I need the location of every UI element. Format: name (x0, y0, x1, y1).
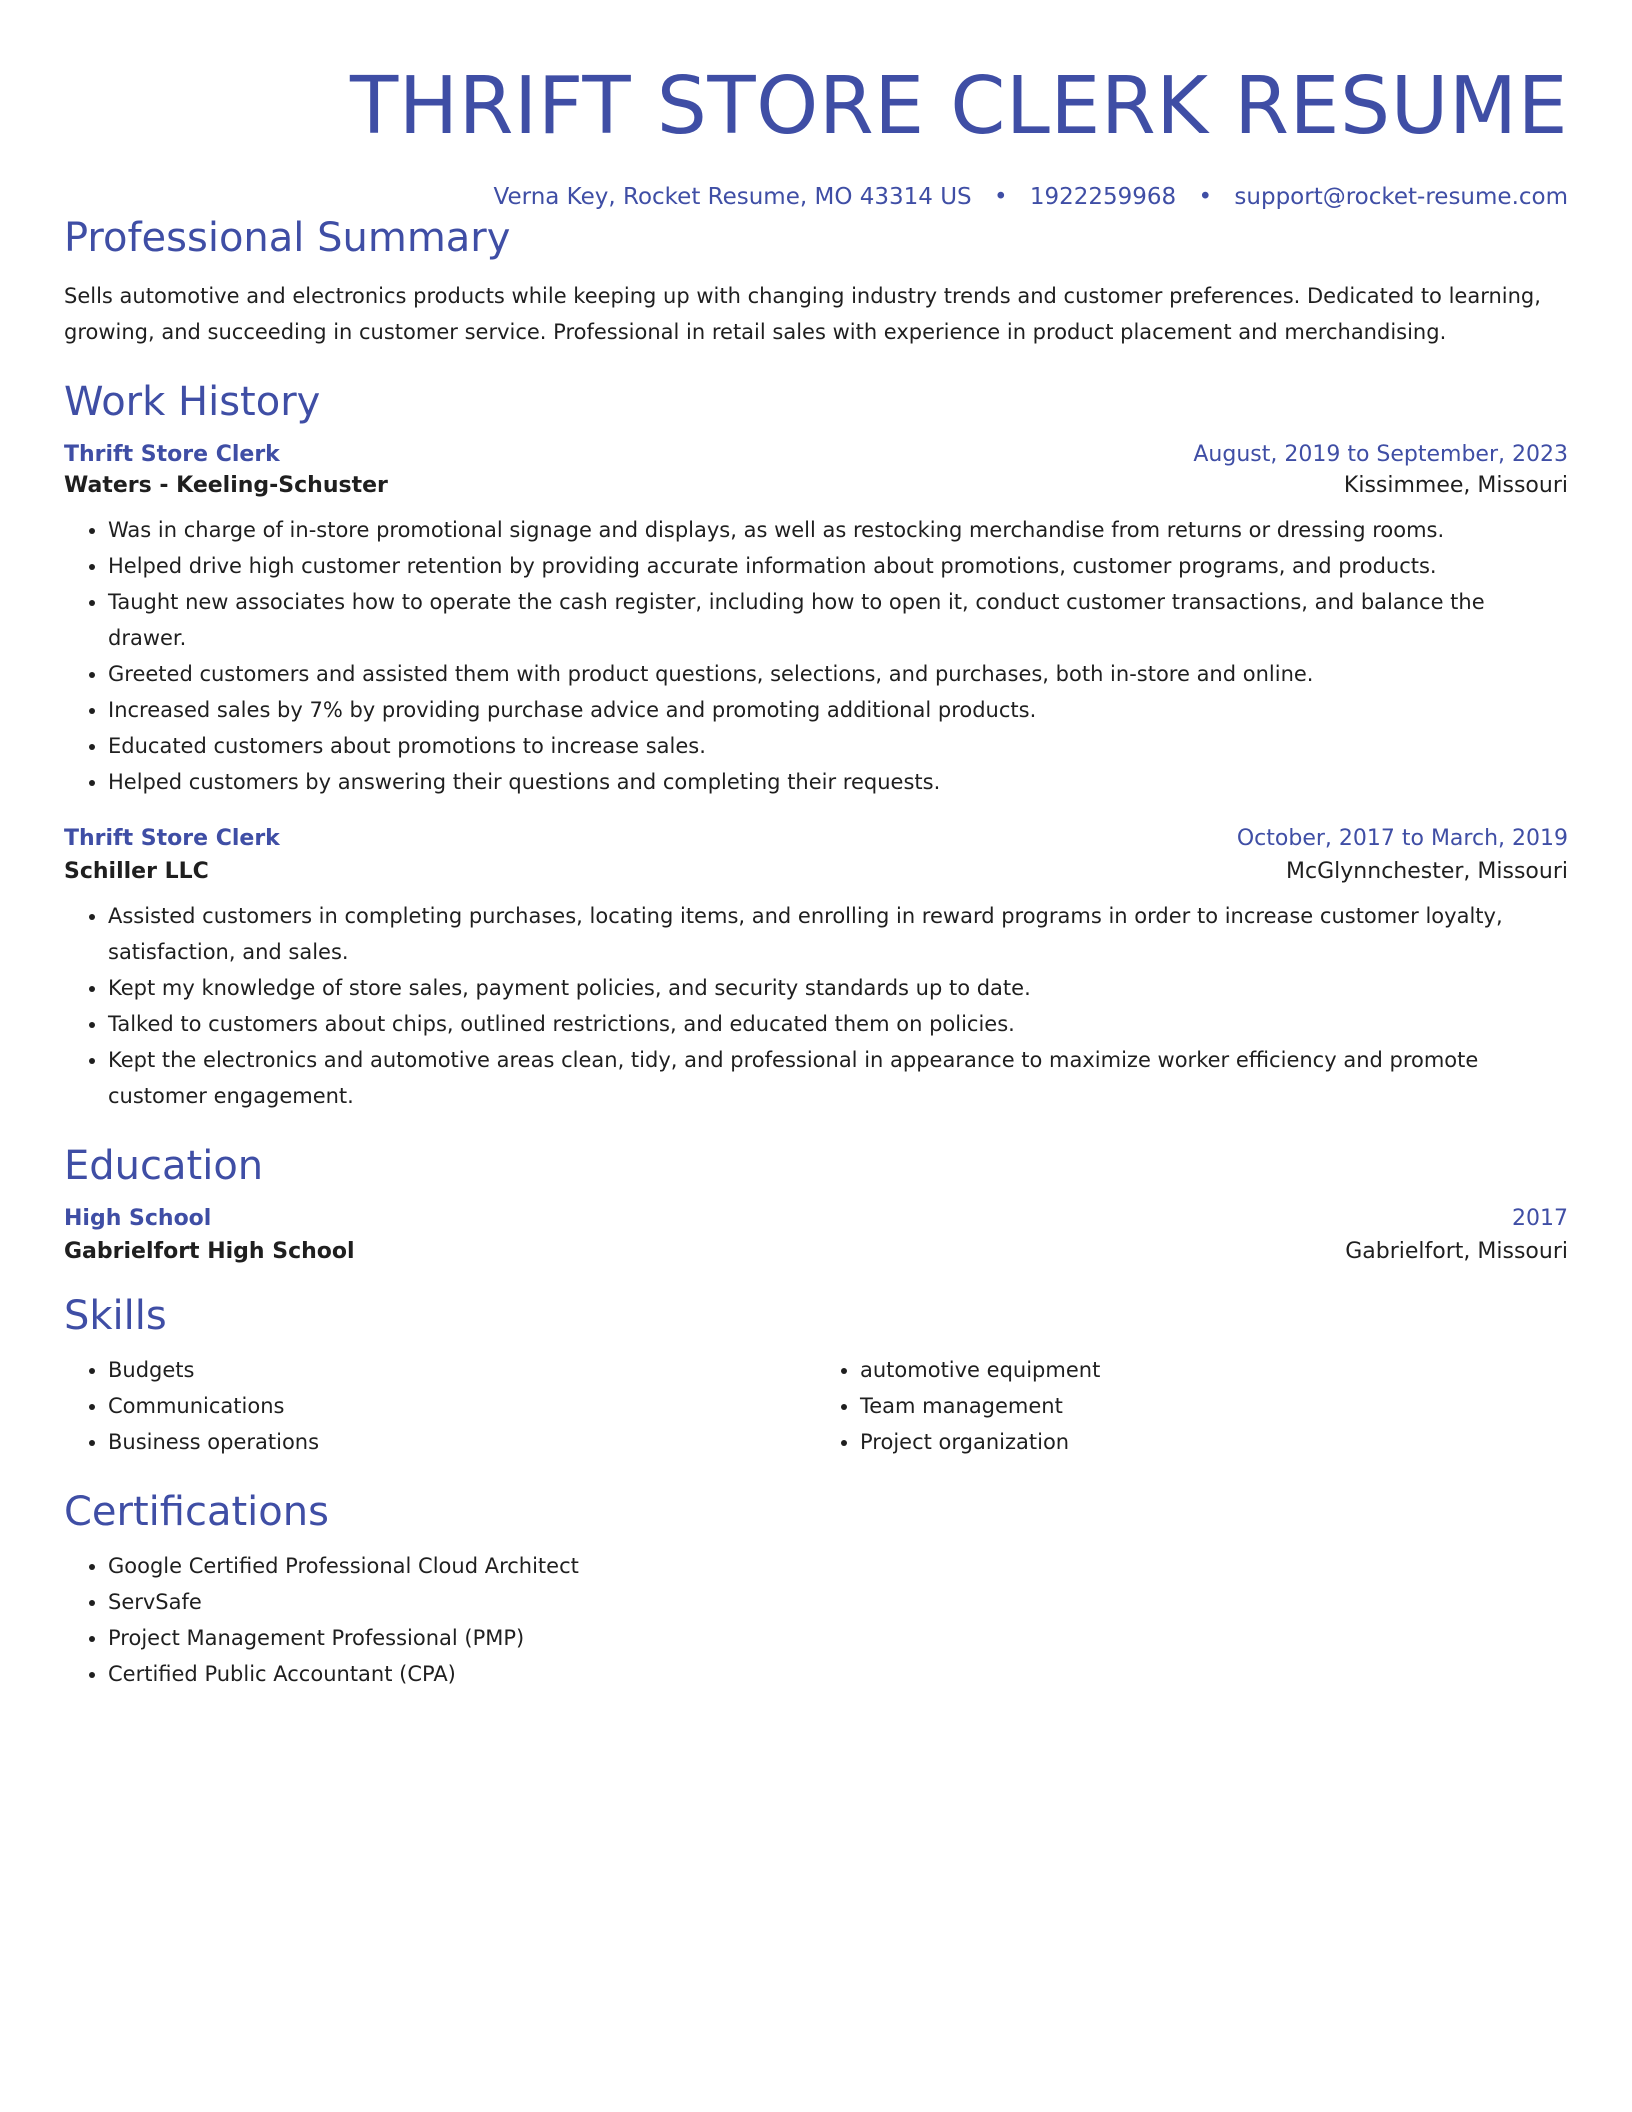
contact-phone[interactable]: 1922259968 (1029, 184, 1177, 210)
skills-left-list (64, 1352, 816, 1460)
list-item: • Helped drive high customer retention by providing accurate information about promotions, customer programs, and products. (108, 548, 1568, 584)
job-role-row (64, 442, 1568, 467)
list-item: • Was in charge of in-store promotional signage and displays, as well as restocking merchandise from returns or dressing rooms. (108, 512, 1568, 548)
education-entry (64, 1206, 1568, 1264)
certifications-list (64, 1548, 1568, 1692)
job-dates: October, 2017 to March, 2019 (1236, 826, 1568, 851)
list-item: • Team management (860, 1388, 1568, 1424)
contact-separator: • (1198, 184, 1213, 210)
list-item: • Increased sales by 7% by providing purchase advice and promoting additional products. (108, 692, 1568, 728)
job-location: McGlynnchester, Missouri (1286, 859, 1568, 884)
job-entry (64, 442, 1568, 800)
certifications-heading: Certifications (64, 1489, 329, 1535)
list-item: • Google Certified Professional Cloud Architect (108, 1548, 1568, 1584)
work-history-heading: Work History (64, 379, 321, 425)
summary-text: Sells automotive and electronics products while keeping up with changing industry trends and customer preferences. Dedicated to learning, growing, and succeeding in customer service. Professional in retail sales with experience in product placement and merchandising. (64, 284, 1541, 344)
list-item: • Greeted customers and assisted them with product questions, selections, and purchases, both in-store and online. (108, 656, 1568, 692)
list-item: • Helped customers by answering their questions and completing their requests. (108, 764, 1568, 800)
job-role-row (64, 826, 1568, 851)
list-item: • Certified Public Accountant (CPA) (108, 1656, 1568, 1692)
list-item: • Educated customers about promotions to increase sales. (108, 728, 1568, 764)
list-item: • Kept my knowledge of store sales, payment policies, and security standards up to date. (108, 970, 1568, 1006)
education-school: Gabrielfort High School (64, 1239, 355, 1264)
education-location: Gabrielfort, Missouri (1345, 1239, 1568, 1264)
education-year: 2017 (1512, 1206, 1568, 1231)
resume-title: THRIFT STORE CLERK RESUME (349, 60, 1568, 152)
job-role: Thrift Store Clerk (64, 442, 280, 467)
skills-columns (64, 1352, 1568, 1460)
summary-heading: Professional Summary (64, 215, 511, 261)
job-employer: Schiller LLC (64, 859, 209, 884)
skills-right-list (816, 1352, 1568, 1460)
job-employer-row (64, 473, 1568, 498)
list-item: • ServSafe (108, 1584, 1568, 1620)
list-item: • Business operations (108, 1424, 816, 1460)
job-location: Kissimmee, Missouri (1343, 473, 1568, 498)
job-employer: Waters - Keeling-Schuster (64, 473, 388, 498)
list-item: • Budgets (108, 1352, 816, 1388)
job-entry (64, 826, 1568, 1114)
job-dates: August, 2019 to September, 2023 (1193, 442, 1568, 467)
list-item: • Communications (108, 1388, 816, 1424)
job-employer-row (64, 859, 1568, 884)
list-item: • Talked to customers about chips, outlined restrictions, and educated them on policies. (108, 1006, 1568, 1042)
list-item: • Kept the electronics and automotive areas clean, tidy, and professional in appearance to maximize worker efficiency and promote customer engagement. (108, 1042, 1568, 1114)
contact-line (64, 182, 1568, 212)
education-degree-row (64, 1206, 1568, 1231)
contact-email[interactable]: support@rocket-resume.com (1234, 184, 1568, 210)
education-school-row (64, 1239, 1568, 1264)
skills-heading: Skills (64, 1293, 167, 1339)
job-role: Thrift Store Clerk (64, 826, 280, 851)
list-item: • Taught new associates how to operate the cash register, including how to open it, conduct customer transactions, and balance the drawer. (108, 584, 1568, 656)
list-item: • automotive equipment (860, 1352, 1568, 1388)
contact-address: Verna Key, Rocket Resume, MO 43314 US (493, 184, 972, 210)
job-bullets (64, 512, 1568, 800)
education-heading: Education (64, 1143, 264, 1189)
list-item: • Project organization (860, 1424, 1568, 1460)
education-degree: High School (64, 1206, 212, 1231)
list-item: • Assisted customers in completing purchases, locating items, and enrolling in reward programs in order to increase customer loyalty, satisfaction, and sales. (108, 898, 1568, 970)
job-bullets (64, 898, 1568, 1114)
contact-separator: • (993, 184, 1008, 210)
list-item: • Project Management Professional (PMP) (108, 1620, 1568, 1656)
